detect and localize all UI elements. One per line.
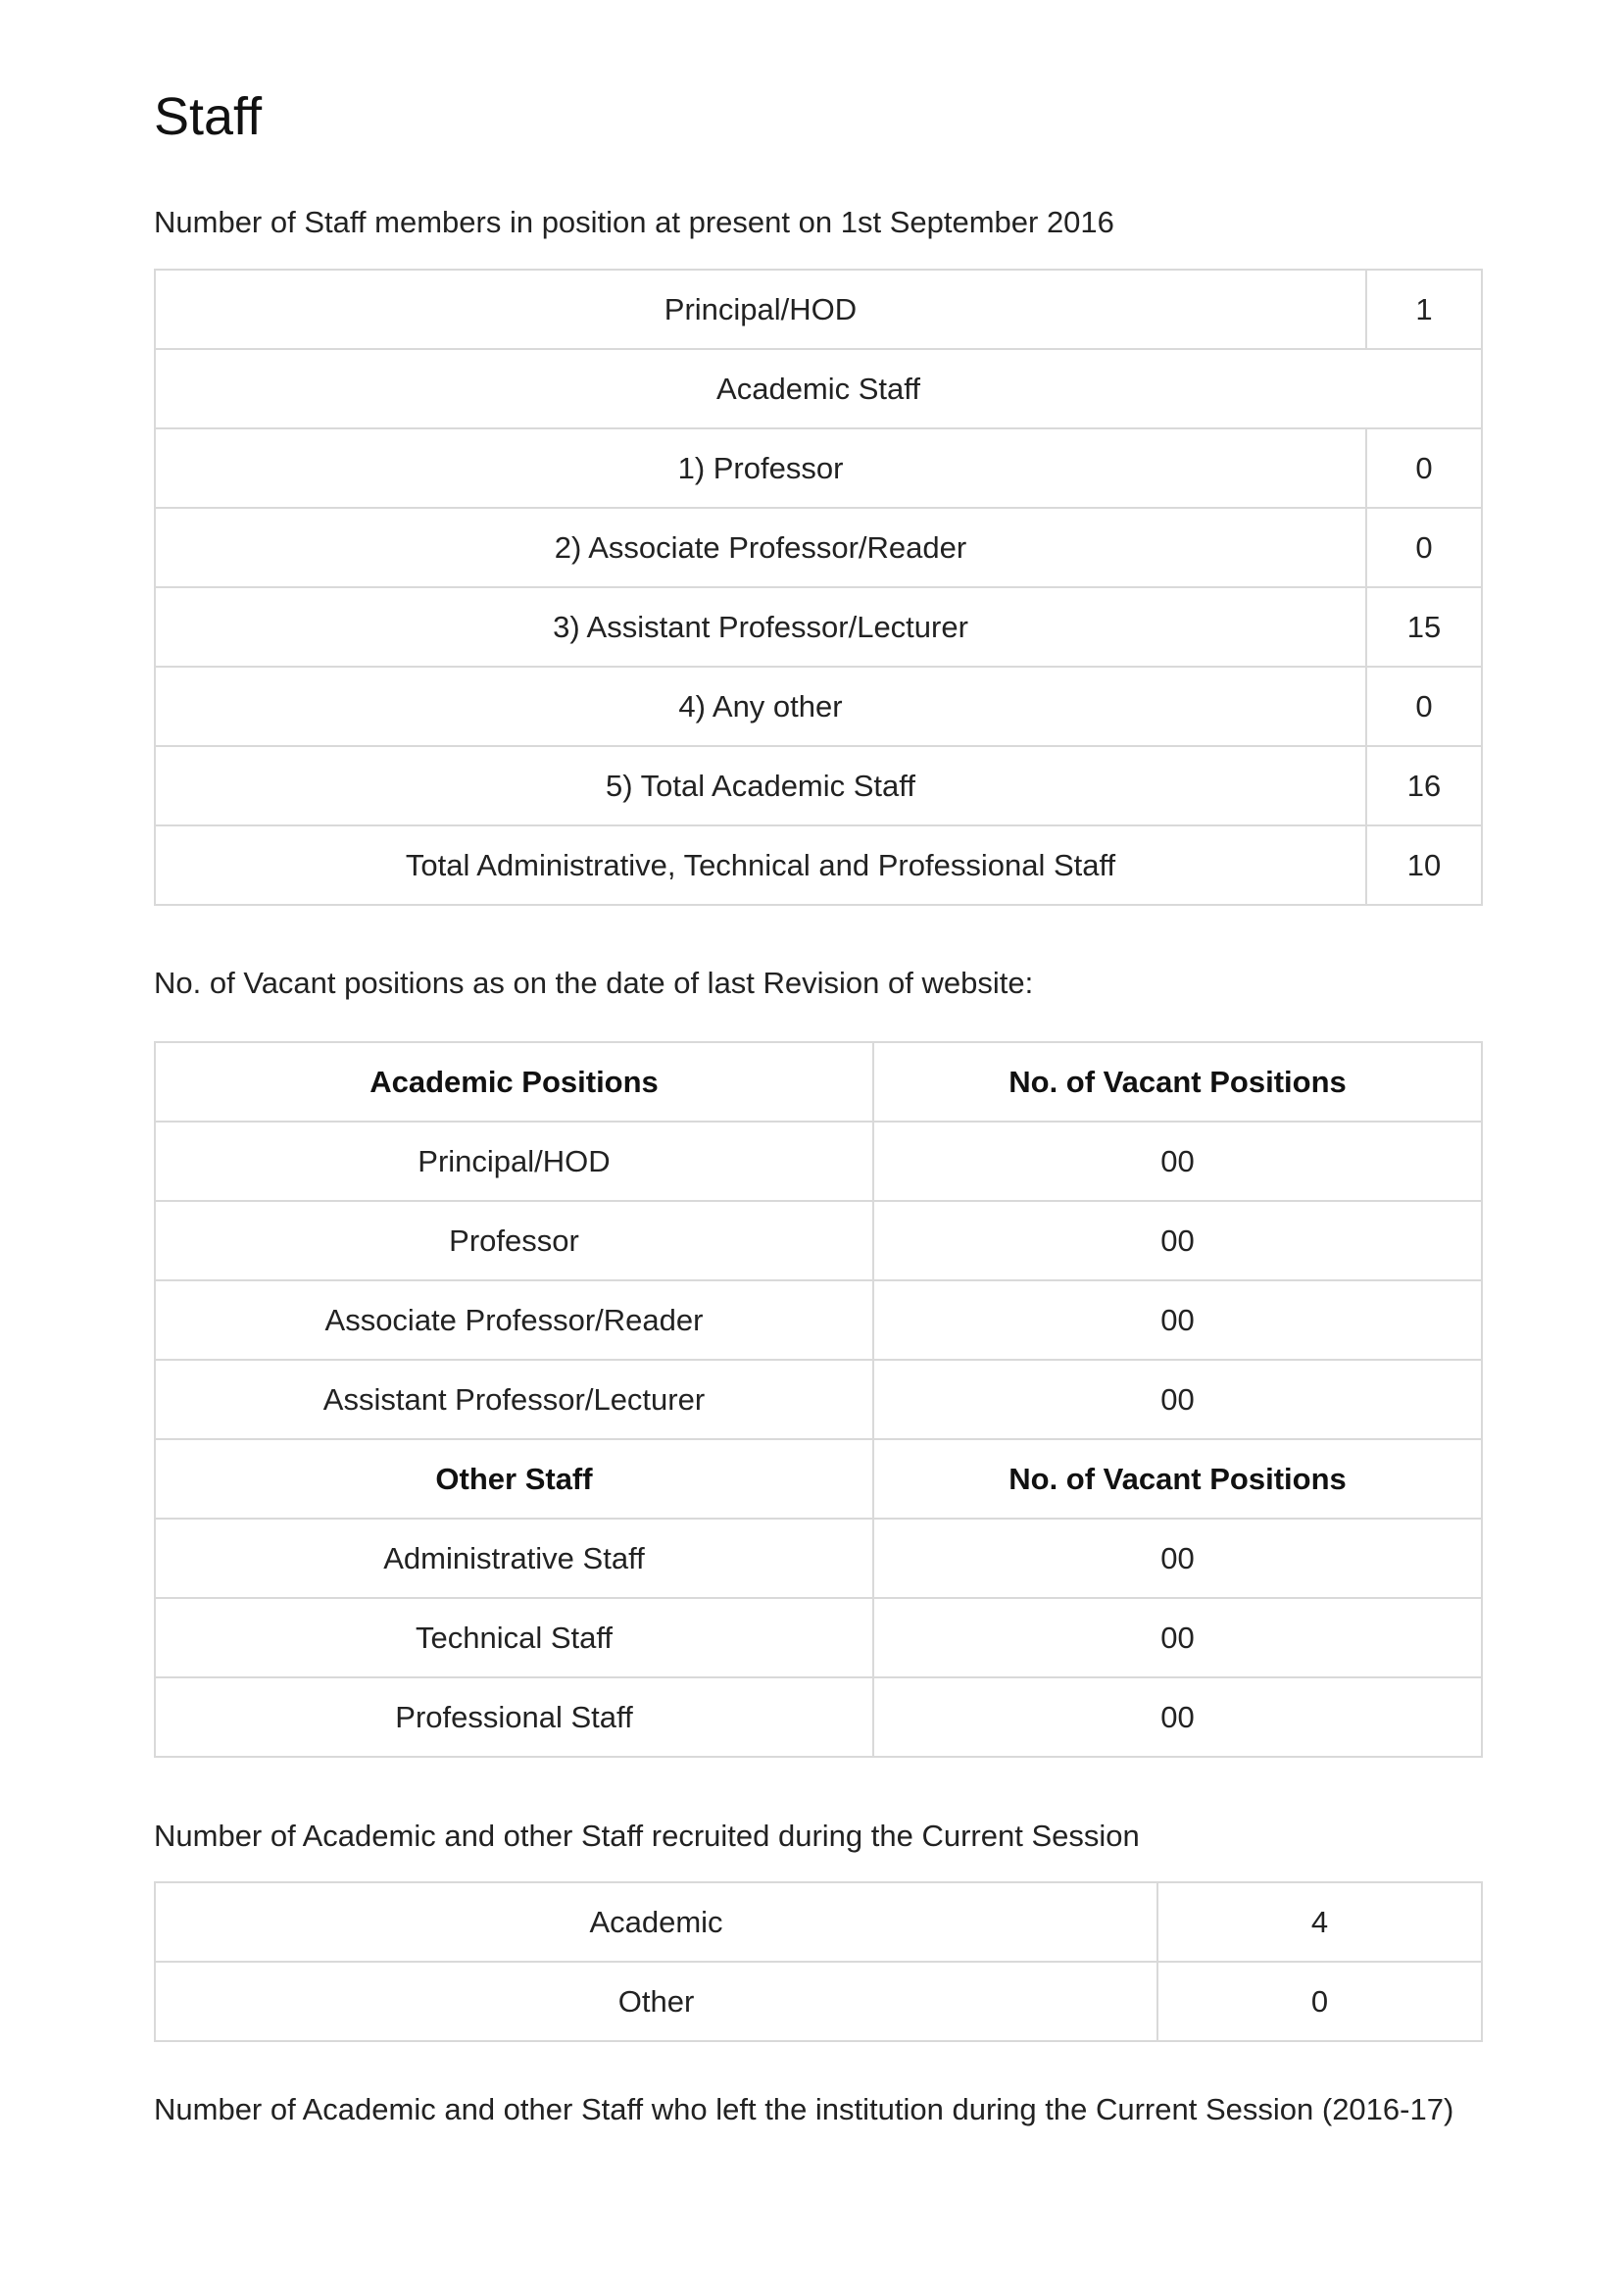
row-label: Academic Staff xyxy=(155,349,1482,428)
row-value: 16 xyxy=(1366,746,1482,825)
recruited-table xyxy=(154,1881,1483,2042)
row-label: Technical Staff xyxy=(155,1598,873,1677)
row-label: Professional Staff xyxy=(155,1677,873,1757)
row-value: 15 xyxy=(1366,587,1482,667)
row-value: 0 xyxy=(1366,667,1482,746)
row-label: 2) Associate Professor/Reader xyxy=(155,508,1366,587)
row-value: 00 xyxy=(873,1360,1482,1439)
table-header-row xyxy=(155,1042,1482,1122)
row-value: 0 xyxy=(1157,1962,1482,2041)
row-label: Academic xyxy=(155,1882,1157,1962)
row-label: 5) Total Academic Staff xyxy=(155,746,1366,825)
row-value: 1 xyxy=(1366,270,1482,349)
row-label: 1) Professor xyxy=(155,428,1366,508)
table-row xyxy=(155,1962,1482,2041)
column-header: Academic Positions xyxy=(155,1042,873,1122)
row-value: 00 xyxy=(873,1598,1482,1677)
row-label: Assistant Professor/Lecturer xyxy=(155,1360,873,1439)
table-row xyxy=(155,508,1482,587)
row-value: 00 xyxy=(873,1201,1482,1280)
row-value: 00 xyxy=(873,1122,1482,1201)
table-row xyxy=(155,1882,1482,1962)
row-label: Other xyxy=(155,1962,1157,2041)
table-row xyxy=(155,349,1482,428)
vacant-positions-caption: No. of Vacant positions as on the date of last Revision of website: xyxy=(154,966,1034,1000)
table-subheader-row xyxy=(155,1439,1482,1519)
table-row xyxy=(155,1519,1482,1598)
recruited-caption: Number of Academic and other Staff recruited during the Current Session xyxy=(154,1819,1140,1853)
table-row xyxy=(155,1201,1482,1280)
table-row xyxy=(155,428,1482,508)
table-row xyxy=(155,746,1482,825)
table-row xyxy=(155,1280,1482,1360)
row-value: 10 xyxy=(1366,825,1482,905)
table-row xyxy=(155,1598,1482,1677)
row-value: 0 xyxy=(1366,508,1482,587)
row-value: 0 xyxy=(1366,428,1482,508)
row-value: 00 xyxy=(873,1677,1482,1757)
column-header: No. of Vacant Positions xyxy=(873,1042,1482,1122)
row-label: Professor xyxy=(155,1201,873,1280)
column-header: No. of Vacant Positions xyxy=(873,1439,1482,1519)
table-row xyxy=(155,270,1482,349)
table-row xyxy=(155,1677,1482,1757)
table-row xyxy=(155,1360,1482,1439)
row-value: 4 xyxy=(1157,1882,1482,1962)
vacant-positions-table xyxy=(154,1041,1483,1758)
left-institution-caption: Number of Academic and other Staff who left the institution during the Current Session (2016-17) xyxy=(154,2092,1454,2126)
row-label: Associate Professor/Reader xyxy=(155,1280,873,1360)
staff-in-position-caption: Number of Staff members in position at present on 1st September 2016 xyxy=(154,205,1114,239)
row-label: Principal/HOD xyxy=(155,1122,873,1201)
row-value: 00 xyxy=(873,1280,1482,1360)
table-row xyxy=(155,825,1482,905)
table-row xyxy=(155,1122,1482,1201)
page-title: Staff xyxy=(154,87,263,146)
staff-in-position-table xyxy=(154,269,1483,906)
row-label: Total Administrative, Technical and Professional Staff xyxy=(155,825,1366,905)
row-value: 00 xyxy=(873,1519,1482,1598)
table-row xyxy=(155,587,1482,667)
row-label: Administrative Staff xyxy=(155,1519,873,1598)
row-label: 3) Assistant Professor/Lecturer xyxy=(155,587,1366,667)
row-label: Principal/HOD xyxy=(155,270,1366,349)
row-label: 4) Any other xyxy=(155,667,1366,746)
column-header: Other Staff xyxy=(155,1439,873,1519)
table-row xyxy=(155,667,1482,746)
